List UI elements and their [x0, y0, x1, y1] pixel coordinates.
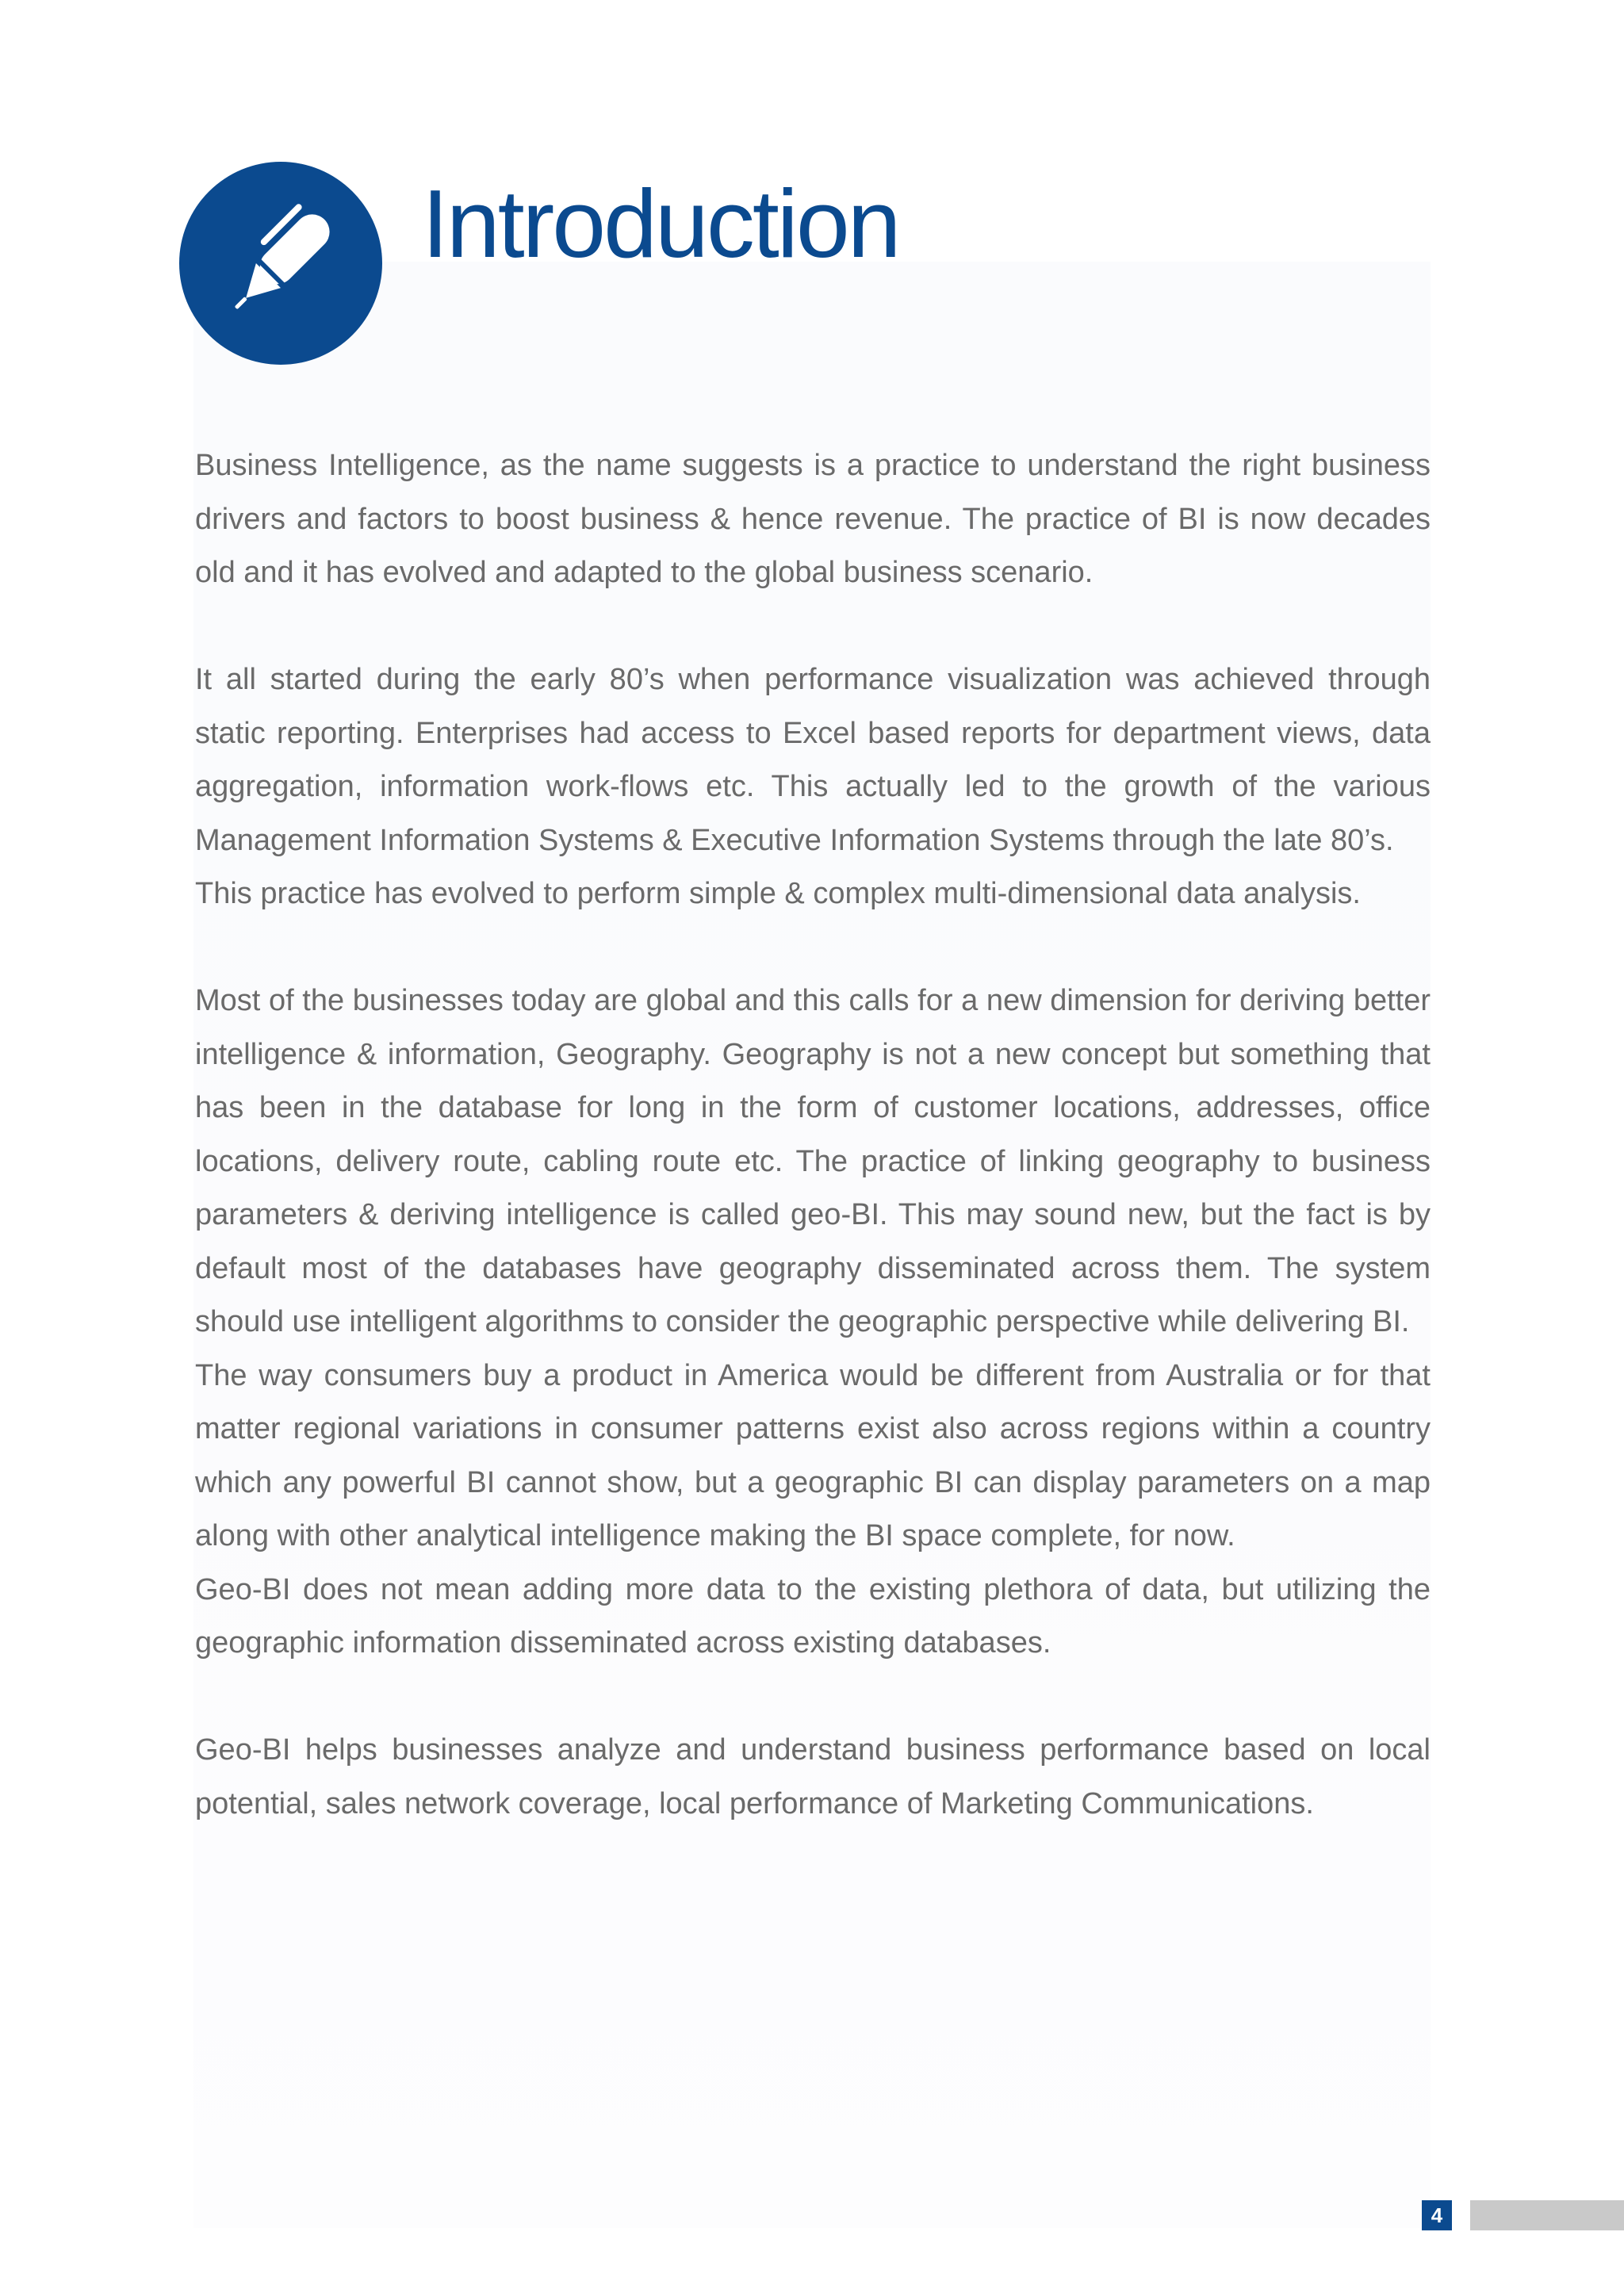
section-header — [179, 162, 899, 365]
paragraph: Most of the businesses today are global and this calls for a new dimension for deriving better intelligence & information, Geography. Geography is not a new concept but something that has been in the database for long in the form of customer locations, addresses, office locations, delivery route, cabling route etc. The practice of linking geography to business parameters & deriving intelligence is called geo-BI. This may sound new, but the fact is by default most of the databases have geography disseminated across them. The system should use intelligent algorithms to consider the geographic perspective while delivering BI. — [195, 984, 1431, 1338]
paragraph: The way consumers buy a product in America would be different from Australia or for that matter regional variations in consumer patterns exist also across regions within a country which any powerful BI cannot show, but a geographic BI can display parameters on a map along with other analytical intelligence making the BI space complete, for now. — [195, 1358, 1431, 1552]
paragraph: It all started during the early 80’s when performance visualization was achieved through static reporting. Enterprises had access to Excel based reports for department views, data aggregation, information work-flows etc. This actually led to the growth of the various Management Information Systems & Executive Information Systems through the late 80’s. — [195, 663, 1431, 857]
body-text — [195, 439, 1431, 1831]
page-title: Introduction — [422, 170, 899, 278]
footer-bar — [1470, 2200, 1624, 2230]
paragraph: Business Intelligence, as the name suggests is a practice to understand the right business drivers and factors to boost business & hence revenue. The practice of BI is now decades old and it has evolved and adapted to the global business scenario. — [195, 449, 1431, 589]
paragraph: Geo-BI does not mean adding more data to the existing plethora of data, but utilizing the geographic information disseminated across existing databases. — [195, 1572, 1431, 1660]
pen-icon — [179, 162, 382, 365]
paragraph: Geo-BI helps businesses analyze and understand business performance based on local potential, sales network coverage, local performance of Marketing Communications. — [195, 1733, 1431, 1820]
page-number: 4 — [1422, 2200, 1452, 2230]
paragraph: This practice has evolved to perform simple & complex multi-dimensional data analysis. — [195, 877, 1361, 910]
